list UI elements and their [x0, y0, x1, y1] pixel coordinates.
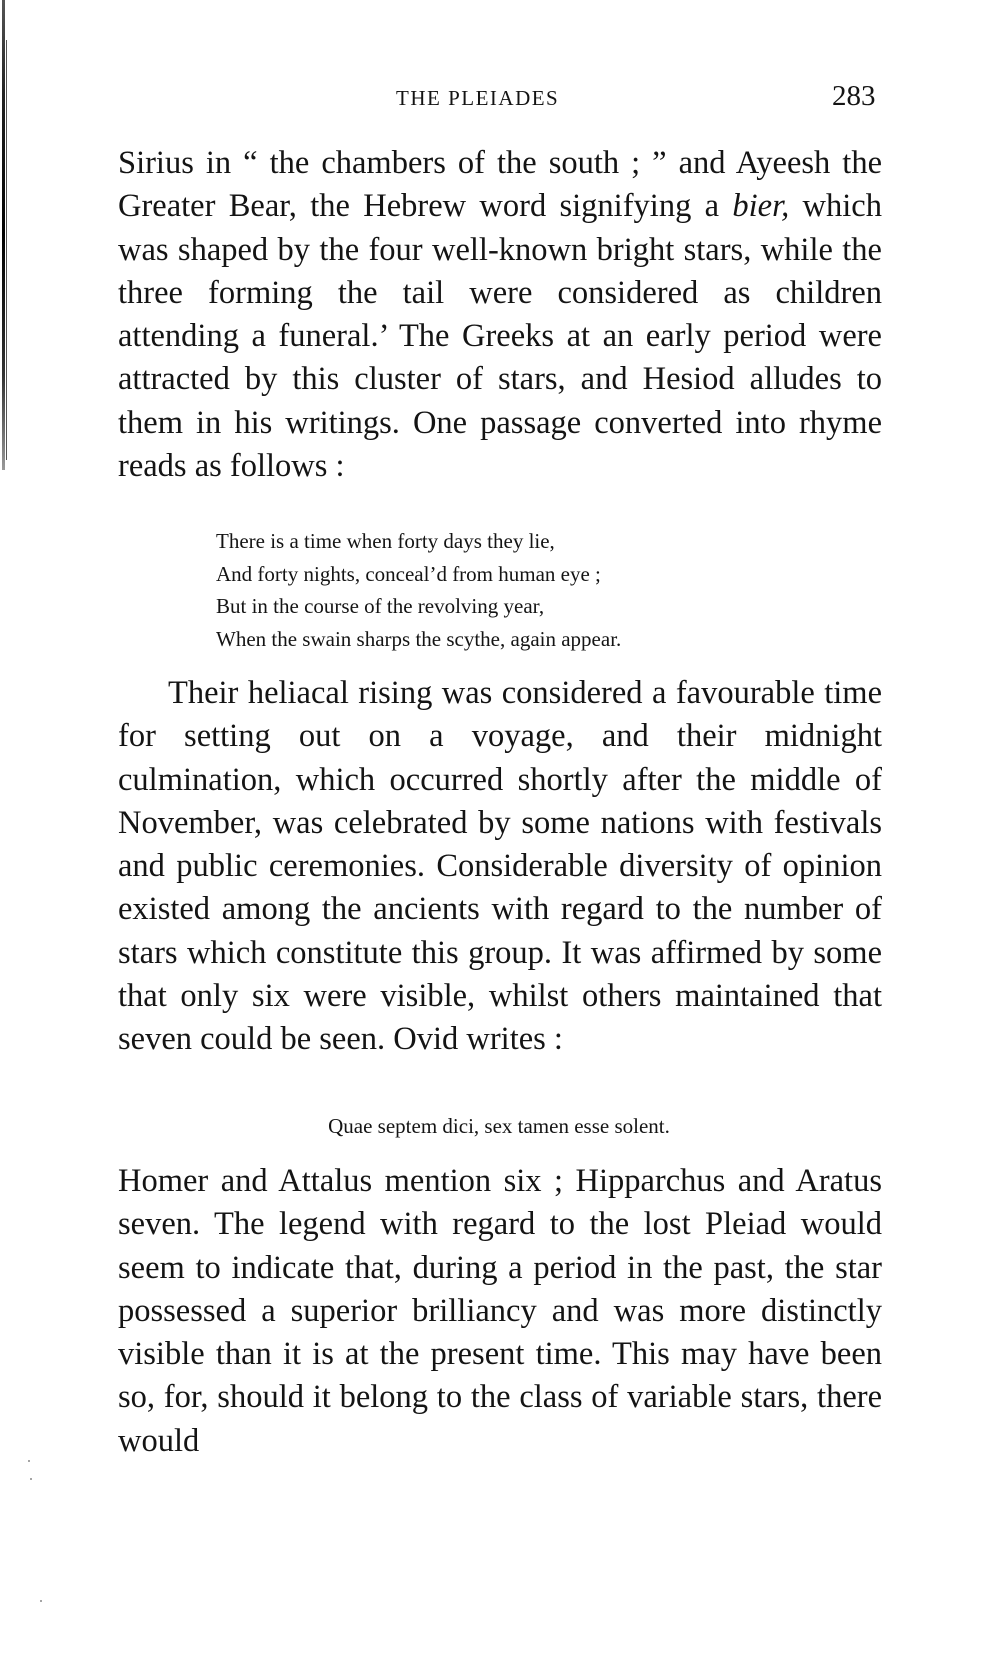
paragraph-1-lead: Sirius in “ the chambers of the south ; ” and Ayeesh the Greater Bear, the Hebrew word signifying a: [118, 145, 882, 225]
paragraph-1-rest: which was shaped by the four well-known bright stars, while the three forming the tail were considered as children attending a funeral.’ The Greeks at an early period were attracted by this cluster of stars, and Hesiod alludes to them in his writings. One passage converted into rhyme reads as follows :: [118, 188, 882, 485]
verse-line: But in the course of the revolving year,: [216, 594, 545, 618]
verse-line: There is a time when forty days they lie,: [216, 529, 555, 553]
verse-line: And forty nights, conceal’d from human eye ;: [216, 561, 601, 586]
binding-shadow: [2, 0, 5, 470]
hesiod-verse: [216, 525, 876, 655]
paragraph-3: [118, 1160, 882, 1463]
page-number: 283: [832, 80, 876, 112]
running-head: [0, 80, 998, 116]
paragraph-2: [118, 672, 882, 1062]
paragraph-2-text: Their heliacal rising was considered a favourable time for setting out on a voyage, and their midnight culmination, which occurred shortly after the middle of November, was celebrated by some nations with festivals and public ceremonies. Considerable diversity of opinion existed among the ancients with regard to the number of stars which constitute this group. It was affirmed by some that only six were visible, whilst others maintained that seven could be seen. Ovid writes :: [118, 675, 882, 1058]
ovid-quote: Quae septem dici, sex tamen esse solent.: [328, 1114, 670, 1138]
paper-speck: [28, 1460, 30, 1462]
paragraph-1: [118, 142, 882, 488]
paragraph-3-text: Homer and Attalus mention six ; Hipparchus and Aratus seven. The legend with regard to the lost Pleiad would seem to indicate that, during a period in the past, the star possessed a superior brilliancy and was more distinctly visible than it is at the present time. This may have been so, for, should it belong to the class of variable stars, there would: [118, 1163, 882, 1459]
paragraph-1-text: [118, 142, 882, 488]
verse-line: When the swain sharps the scythe, again appear.: [216, 626, 622, 651]
paper-speck: [30, 1478, 32, 1480]
paragraph-1-italic-word: bier,: [732, 188, 790, 225]
paper-speck: [40, 1600, 42, 1602]
running-title: THE PLEIADES: [396, 86, 560, 110]
